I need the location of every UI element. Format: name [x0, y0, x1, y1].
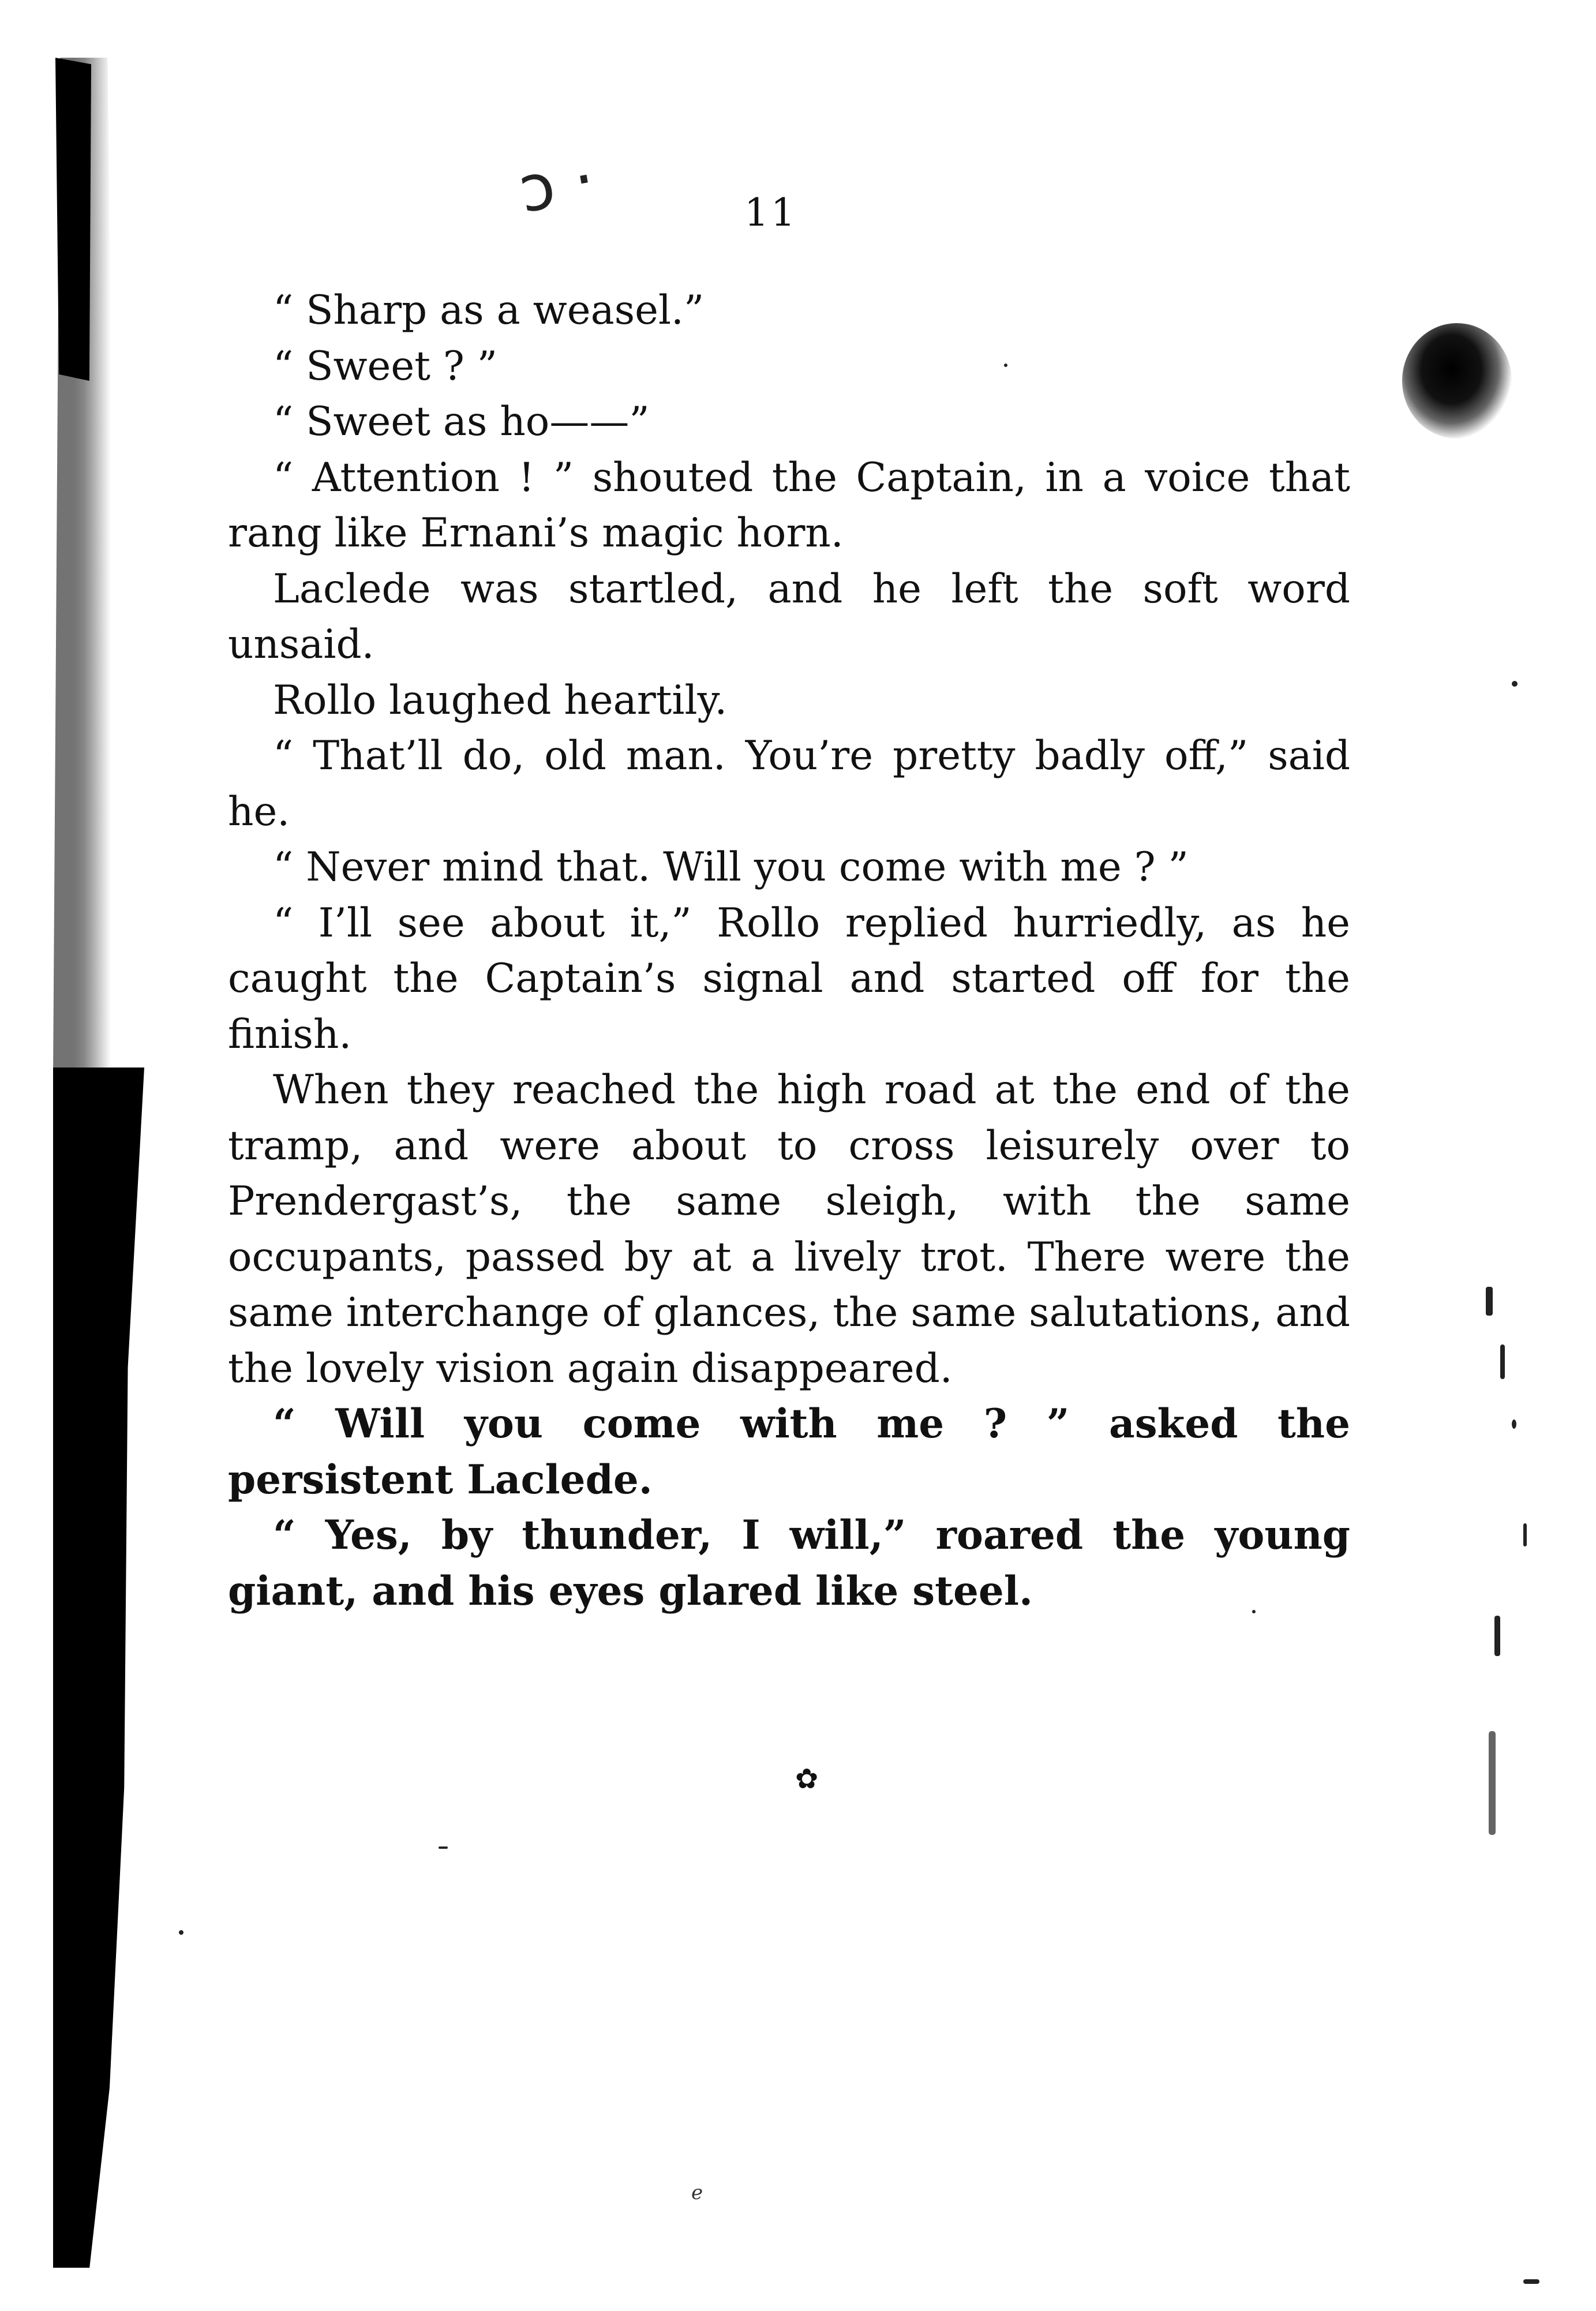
paragraph: “ Never mind that. Will you come with me ? ” — [273, 844, 1189, 890]
paragraph: “ Sweet ? ” — [273, 343, 498, 389]
scan-speck — [1494, 1616, 1500, 1656]
scan-speck — [1512, 681, 1518, 687]
pencil-annotation: ↄ · — [513, 141, 601, 227]
scan-speck — [1523, 2279, 1539, 2284]
paragraph: “ Sweet as ho——” — [273, 399, 650, 445]
scan-speck — [1486, 1287, 1493, 1316]
paragraph: Laclede was startled, and he left the soft word unsaid. — [228, 565, 1350, 668]
scan-speck — [439, 1846, 448, 1849]
paragraph: “ That’ll do, old man. You’re pretty badly off,” said he. — [228, 733, 1350, 835]
ornament-icon: ✿ — [795, 1763, 819, 1795]
paragraph: “ I’ll see about it,” Rollo replied hurriedly, as he caught the Captain’s signal and started off for the finish. — [228, 900, 1350, 1058]
scan-speck — [1512, 1419, 1516, 1429]
paragraph: “ Sharp as a weasel.” — [273, 287, 705, 334]
scan-speck — [1523, 1523, 1527, 1546]
ink-smudge — [1402, 323, 1512, 439]
scan-speck — [1500, 1344, 1505, 1379]
paragraph: “ Attention ! ” shouted the Captain, in a voice that rang like Ernani’s magic horn. — [228, 454, 1350, 556]
page-number: 11 — [744, 190, 797, 235]
paragraph: Rollo laughed heartily. — [273, 677, 728, 724]
bottom-mark: e — [691, 2181, 703, 2204]
paragraph: “ Yes, by thunder, I will,” roared the young giant, and his eyes glared like steel. — [228, 1512, 1350, 1615]
paragraph: “ Will you come with me ? ” asked the persistent Laclede. — [228, 1400, 1350, 1503]
scan-speck — [1489, 1731, 1496, 1835]
paragraph: When they reached the high road at the end of the tramp, and were about to cross leisurely over to Prendergast’s, the same sleigh, with the same occupants, passed by at a lively trot. There were the same interchange of glances, the same salutations, and the lovely vision again disappeared. — [228, 1067, 1350, 1392]
scan-edge-shadow-core — [55, 58, 91, 381]
body-text — [228, 283, 1350, 1619]
scan-speck — [179, 1930, 183, 1935]
scan-binding-shadow — [53, 1068, 144, 2268]
